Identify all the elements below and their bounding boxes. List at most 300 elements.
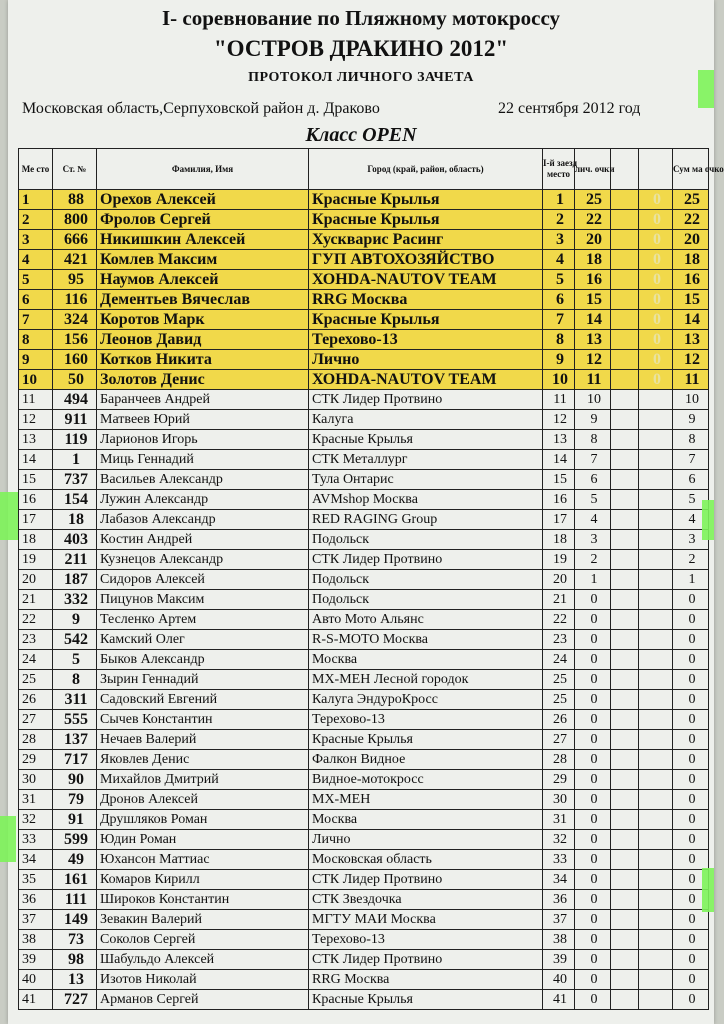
city-cell: СТК Лидер Протвино [309,870,543,890]
city-cell: СТК Лидер Протвино [309,550,543,570]
place-cell: 11 [19,390,53,410]
table-row [19,910,709,930]
heat-place-cell: 10 [543,370,575,390]
results-body [19,190,709,1010]
blank-cell [611,950,639,970]
city-cell: Москва [309,810,543,830]
city-cell: Калуга [309,410,543,430]
points-cell: 9 [575,410,611,430]
extra-cell [639,770,673,790]
place-cell: 29 [19,750,53,770]
results-table [18,148,724,1010]
blank-cell [611,970,639,990]
extra-cell [639,530,673,550]
points-cell: 0 [575,850,611,870]
place-cell: 28 [19,730,53,750]
points-cell: 15 [575,290,611,310]
points-cell: 0 [575,710,611,730]
total-cell: 0 [673,950,709,970]
points-cell: 0 [575,690,611,710]
city-cell: Терехово-13 [309,330,543,350]
total-cell: 0 [673,930,709,950]
city-cell: СТК Звездочка [309,890,543,910]
total-cell: 15 [673,290,709,310]
heat-place-cell: 34 [543,870,575,890]
heat-place-cell: 15 [543,470,575,490]
place-cell: 21 [19,590,53,610]
name-cell: Комаров Кирилл [97,870,309,890]
place-cell: 39 [19,950,53,970]
city-cell: Подольск [309,530,543,550]
points-cell: 0 [575,950,611,970]
heat-label: I-й заезд [543,158,578,168]
points-cell: 25 [575,190,611,210]
table-row [19,190,709,210]
blank-cell [611,470,639,490]
place-cell: 27 [19,710,53,730]
points-cell: 0 [575,910,611,930]
points-cell: 13 [575,330,611,350]
blank-cell [611,210,639,230]
name-cell: Баранчеев Андрей [97,390,309,410]
number-cell: 800 [53,210,97,230]
class-label: Класс OPEN [305,124,417,146]
table-row [19,650,709,670]
number-cell: 154 [53,490,97,510]
city-cell: Подольск [309,590,543,610]
number-cell: 149 [53,910,97,930]
heat-place-cell: 39 [543,950,575,970]
blank-cell [611,530,639,550]
city-cell: MX-МЕН [309,790,543,810]
points-cell: 0 [575,830,611,850]
blank-cell [611,630,639,650]
blank-cell [611,430,639,450]
total-cell: 0 [673,650,709,670]
city-cell: RED RAGING Group [309,510,543,530]
points-cell: 11 [575,370,611,390]
extra-cell [639,930,673,950]
name-cell: Юхансон Маттиас [97,850,309,870]
number-cell: 49 [53,850,97,870]
table-row [19,530,709,550]
number-cell: 91 [53,810,97,830]
extra-cell [639,630,673,650]
name-cell: Сидоров Алексей [97,570,309,590]
col-total-header: Сум ма очко [673,149,709,190]
place-cell: 12 [19,410,53,430]
number-cell: 666 [53,230,97,250]
place-cell: 7 [19,310,53,330]
city-cell: Красные Крылья [309,730,543,750]
col-heat-points-header: лич. очки [575,149,611,190]
heat-place-cell: 12 [543,410,575,430]
total-cell: 22 [673,210,709,230]
total-cell: 16 [673,270,709,290]
place-cell: 30 [19,770,53,790]
extra-cell: 0 [639,210,673,230]
blank-cell [611,350,639,370]
total-cell: 0 [673,610,709,630]
city-cell: RRG Москва [309,970,543,990]
extra-cell [639,390,673,410]
heat-place-cell: 16 [543,490,575,510]
city-cell: СТК Лидер Протвино [309,950,543,970]
place-cell: 13 [19,430,53,450]
name-cell: Юдин Роман [97,830,309,850]
blank-cell [611,550,639,570]
blank-cell [611,490,639,510]
table-row [19,710,709,730]
city-cell: ХОНDА-NAUTOV TEAM [309,270,543,290]
name-cell: Пицунов Максим [97,590,309,610]
points-cell: 0 [575,890,611,910]
table-row [19,290,709,310]
col-place-header: Ме сто [19,149,53,190]
table-row [19,770,709,790]
extra-cell [639,830,673,850]
extra-cell: 0 [639,270,673,290]
blank-cell [611,410,639,430]
city-cell: Подольск [309,570,543,590]
table-row [19,850,709,870]
name-cell: Шабульдо Алексей [97,950,309,970]
heat-place-cell: 25 [543,690,575,710]
table-row [19,470,709,490]
heat-place-cell: 6 [543,290,575,310]
total-cell: 13 [673,330,709,350]
points-cell: 6 [575,470,611,490]
name-cell: Кузнецов Александр [97,550,309,570]
name-cell: Соколов Сергей [97,930,309,950]
heat-place-cell: 37 [543,910,575,930]
total-cell: 12 [673,350,709,370]
total-cell: 0 [673,890,709,910]
extra-cell [639,910,673,930]
place-cell: 17 [19,510,53,530]
blank-cell [611,750,639,770]
blank-cell [611,930,639,950]
total-cell: 0 [673,710,709,730]
place-cell: 33 [19,830,53,850]
city-cell: Хускварис Расинг [309,230,543,250]
points-cell: 0 [575,790,611,810]
city-cell: Фалкон Видное [309,750,543,770]
number-cell: 717 [53,750,97,770]
number-cell: 90 [53,770,97,790]
results-sheet [8,0,724,1024]
name-cell: Костин Андрей [97,530,309,550]
name-cell: Дронов Алексей [97,790,309,810]
blank-cell [611,810,639,830]
number-cell: 111 [53,890,97,910]
extra-cell: 0 [639,190,673,210]
table-row [19,830,709,850]
name-cell: Котков Никита [97,350,309,370]
name-cell: Наумов Алексей [97,270,309,290]
heat-place-cell: 3 [543,230,575,250]
table-row [19,410,709,430]
name-cell: Миць Геннадий [97,450,309,470]
number-cell: 156 [53,330,97,350]
points-cell: 0 [575,970,611,990]
table-row [19,270,709,290]
heat-place-cell: 23 [543,630,575,650]
place-cell: 35 [19,870,53,890]
name-cell: Орехов Алексей [97,190,309,210]
blank-cell [611,270,639,290]
blank-cell [611,570,639,590]
points-cell: 16 [575,270,611,290]
city-cell: Терехово-13 [309,710,543,730]
heat-place-cell: 27 [543,730,575,750]
tape-left-mid [0,492,18,540]
city-cell: MX-МЕН Лесной городок [309,670,543,690]
points-cell: 0 [575,670,611,690]
city-cell: Красные Крылья [309,990,543,1010]
blank-cell [611,370,639,390]
points-cell: 0 [575,770,611,790]
extra-cell [639,610,673,630]
place-cell: 36 [19,890,53,910]
number-cell: 421 [53,250,97,270]
name-cell: Золотов Денис [97,370,309,390]
table-row [19,630,709,650]
city-cell: МГТУ МАИ Москва [309,910,543,930]
heat-place-cell: 33 [543,850,575,870]
place-cell: 37 [19,910,53,930]
heat-place-cell: 26 [543,710,575,730]
table-header-row [19,149,709,190]
points-cell: 4 [575,510,611,530]
place-cell: 25 [19,670,53,690]
heat-place-cell: 19 [543,550,575,570]
number-cell: 119 [53,430,97,450]
total-cell: 0 [673,870,709,890]
total-cell: 0 [673,630,709,650]
extra-cell [639,990,673,1010]
extra-cell [639,430,673,450]
city-cell: Красные Крылья [309,310,543,330]
place-cell: 1 [19,190,53,210]
city-cell: Лично [309,830,543,850]
number-cell: 50 [53,370,97,390]
location-text: Московская область,Серпуховской район д. Драково [22,100,380,117]
extra-cell: 0 [639,330,673,350]
name-cell: Коротов Марк [97,310,309,330]
extra-cell [639,710,673,730]
name-cell: Ларионов Игорь [97,430,309,450]
place-cell: 3 [19,230,53,250]
city-cell: Лично [309,350,543,370]
table-row [19,370,709,390]
extra-cell [639,790,673,810]
table-row [19,810,709,830]
table-row [19,570,709,590]
table-row [19,950,709,970]
heat-place-cell: 2 [543,210,575,230]
name-cell: Друшляков Роман [97,810,309,830]
number-cell: 1 [53,450,97,470]
name-cell: Тесленко Артем [97,610,309,630]
name-cell: Фролов Сергей [97,210,309,230]
points-cell: 12 [575,350,611,370]
total-cell: 0 [673,970,709,990]
table-row [19,690,709,710]
place-cell: 40 [19,970,53,990]
number-cell: 542 [53,630,97,650]
heat-place-label: место [546,169,571,179]
total-cell: 10 [673,390,709,410]
extra-cell [639,970,673,990]
blank-cell [611,450,639,470]
extra-cell [639,450,673,470]
total-cell: 0 [673,670,709,690]
place-cell: 5 [19,270,53,290]
name-cell: Дементьев Вячеслав [97,290,309,310]
points-cell: 0 [575,990,611,1010]
number-cell: 494 [53,390,97,410]
extra-cell: 0 [639,350,673,370]
competition-title: I- соревнование по Пляжному мотокроссу [161,6,560,30]
blank-cell [611,510,639,530]
blank-cell [611,310,639,330]
extra-cell [639,510,673,530]
number-cell: 187 [53,570,97,590]
extra-cell [639,410,673,430]
number-cell: 737 [53,470,97,490]
city-cell: ХОНDА-NAUTOV TEAM [309,370,543,390]
number-cell: 727 [53,990,97,1010]
table-row [19,730,709,750]
extra-cell [639,810,673,830]
name-cell: Михайлов Дмитрий [97,770,309,790]
extra-cell: 0 [639,230,673,250]
heat-place-cell: 5 [543,270,575,290]
heat-place-cell: 38 [543,930,575,950]
total-cell: 2 [673,550,709,570]
table-row [19,550,709,570]
place-cell: 24 [19,650,53,670]
blank-cell [611,850,639,870]
name-cell: Комлев Максим [97,250,309,270]
place-cell: 2 [19,210,53,230]
extra-cell [639,730,673,750]
points-cell: 0 [575,750,611,770]
blank-cell [611,910,639,930]
place-cell: 19 [19,550,53,570]
extra-cell: 0 [639,250,673,270]
blank-cell [611,790,639,810]
total-cell: 0 [673,990,709,1010]
name-cell: Лабазов Александр [97,510,309,530]
blank-cell [611,710,639,730]
name-cell: Широков Константин [97,890,309,910]
col-number-header: Ст. № [53,149,97,190]
heat-place-cell: 22 [543,610,575,630]
total-cell: 9 [673,410,709,430]
table-row [19,390,709,410]
total-cell: 0 [673,790,709,810]
city-cell: RRG Москва [309,290,543,310]
points-cell: 8 [575,430,611,450]
place-cell: 23 [19,630,53,650]
table-row [19,250,709,270]
total-cell: 0 [673,730,709,750]
extra-cell: 0 [639,310,673,330]
number-cell: 9 [53,610,97,630]
points-cell: 0 [575,590,611,610]
number-cell: 88 [53,190,97,210]
total-cell: 5 [673,490,709,510]
place-cell: 10 [19,370,53,390]
name-cell: Леонов Давид [97,330,309,350]
city-cell: Видное-мотокросс [309,770,543,790]
col-blank-header-2 [639,149,673,190]
blank-cell [611,870,639,890]
place-cell: 4 [19,250,53,270]
heat-place-cell: 14 [543,450,575,470]
blank-cell [611,990,639,1010]
heat-place-cell: 29 [543,770,575,790]
heat-place-cell: 30 [543,790,575,810]
name-cell: Зевакин Валерий [97,910,309,930]
tape-top-right [698,70,714,108]
number-cell: 332 [53,590,97,610]
number-cell: 137 [53,730,97,750]
table-row [19,230,709,250]
heat-place-cell: 17 [543,510,575,530]
total-cell: 3 [673,530,709,550]
points-cell: 20 [575,230,611,250]
name-cell: Камский Олег [97,630,309,650]
extra-cell [639,690,673,710]
points-cell: 22 [575,210,611,230]
total-cell: 8 [673,430,709,450]
city-cell: Москва [309,650,543,670]
heat-place-cell: 7 [543,310,575,330]
total-cell: 0 [673,590,709,610]
points-cell: 5 [575,490,611,510]
extra-cell [639,590,673,610]
blank-cell [611,190,639,210]
points-cell: 0 [575,610,611,630]
number-cell: 79 [53,790,97,810]
blank-cell [611,690,639,710]
extra-cell [639,550,673,570]
number-cell: 95 [53,270,97,290]
total-cell: 11 [673,370,709,390]
points-cell: 0 [575,630,611,650]
heat-place-cell: 1 [543,190,575,210]
event-name: "ОСТРОВ ДРАКИНО 2012" [213,36,509,61]
city-cell: Терехово-13 [309,930,543,950]
table-row [19,330,709,350]
total-cell: 0 [673,770,709,790]
number-cell: 98 [53,950,97,970]
heat-place-cell: 31 [543,810,575,830]
heat-place-cell: 4 [543,250,575,270]
points-cell: 7 [575,450,611,470]
number-cell: 555 [53,710,97,730]
blank-cell [611,290,639,310]
total-cell: 0 [673,910,709,930]
name-cell: Нечаев Валерий [97,730,309,750]
table-row [19,490,709,510]
heat-place-cell: 8 [543,330,575,350]
place-cell: 15 [19,470,53,490]
heat-place-cell: 18 [543,530,575,550]
